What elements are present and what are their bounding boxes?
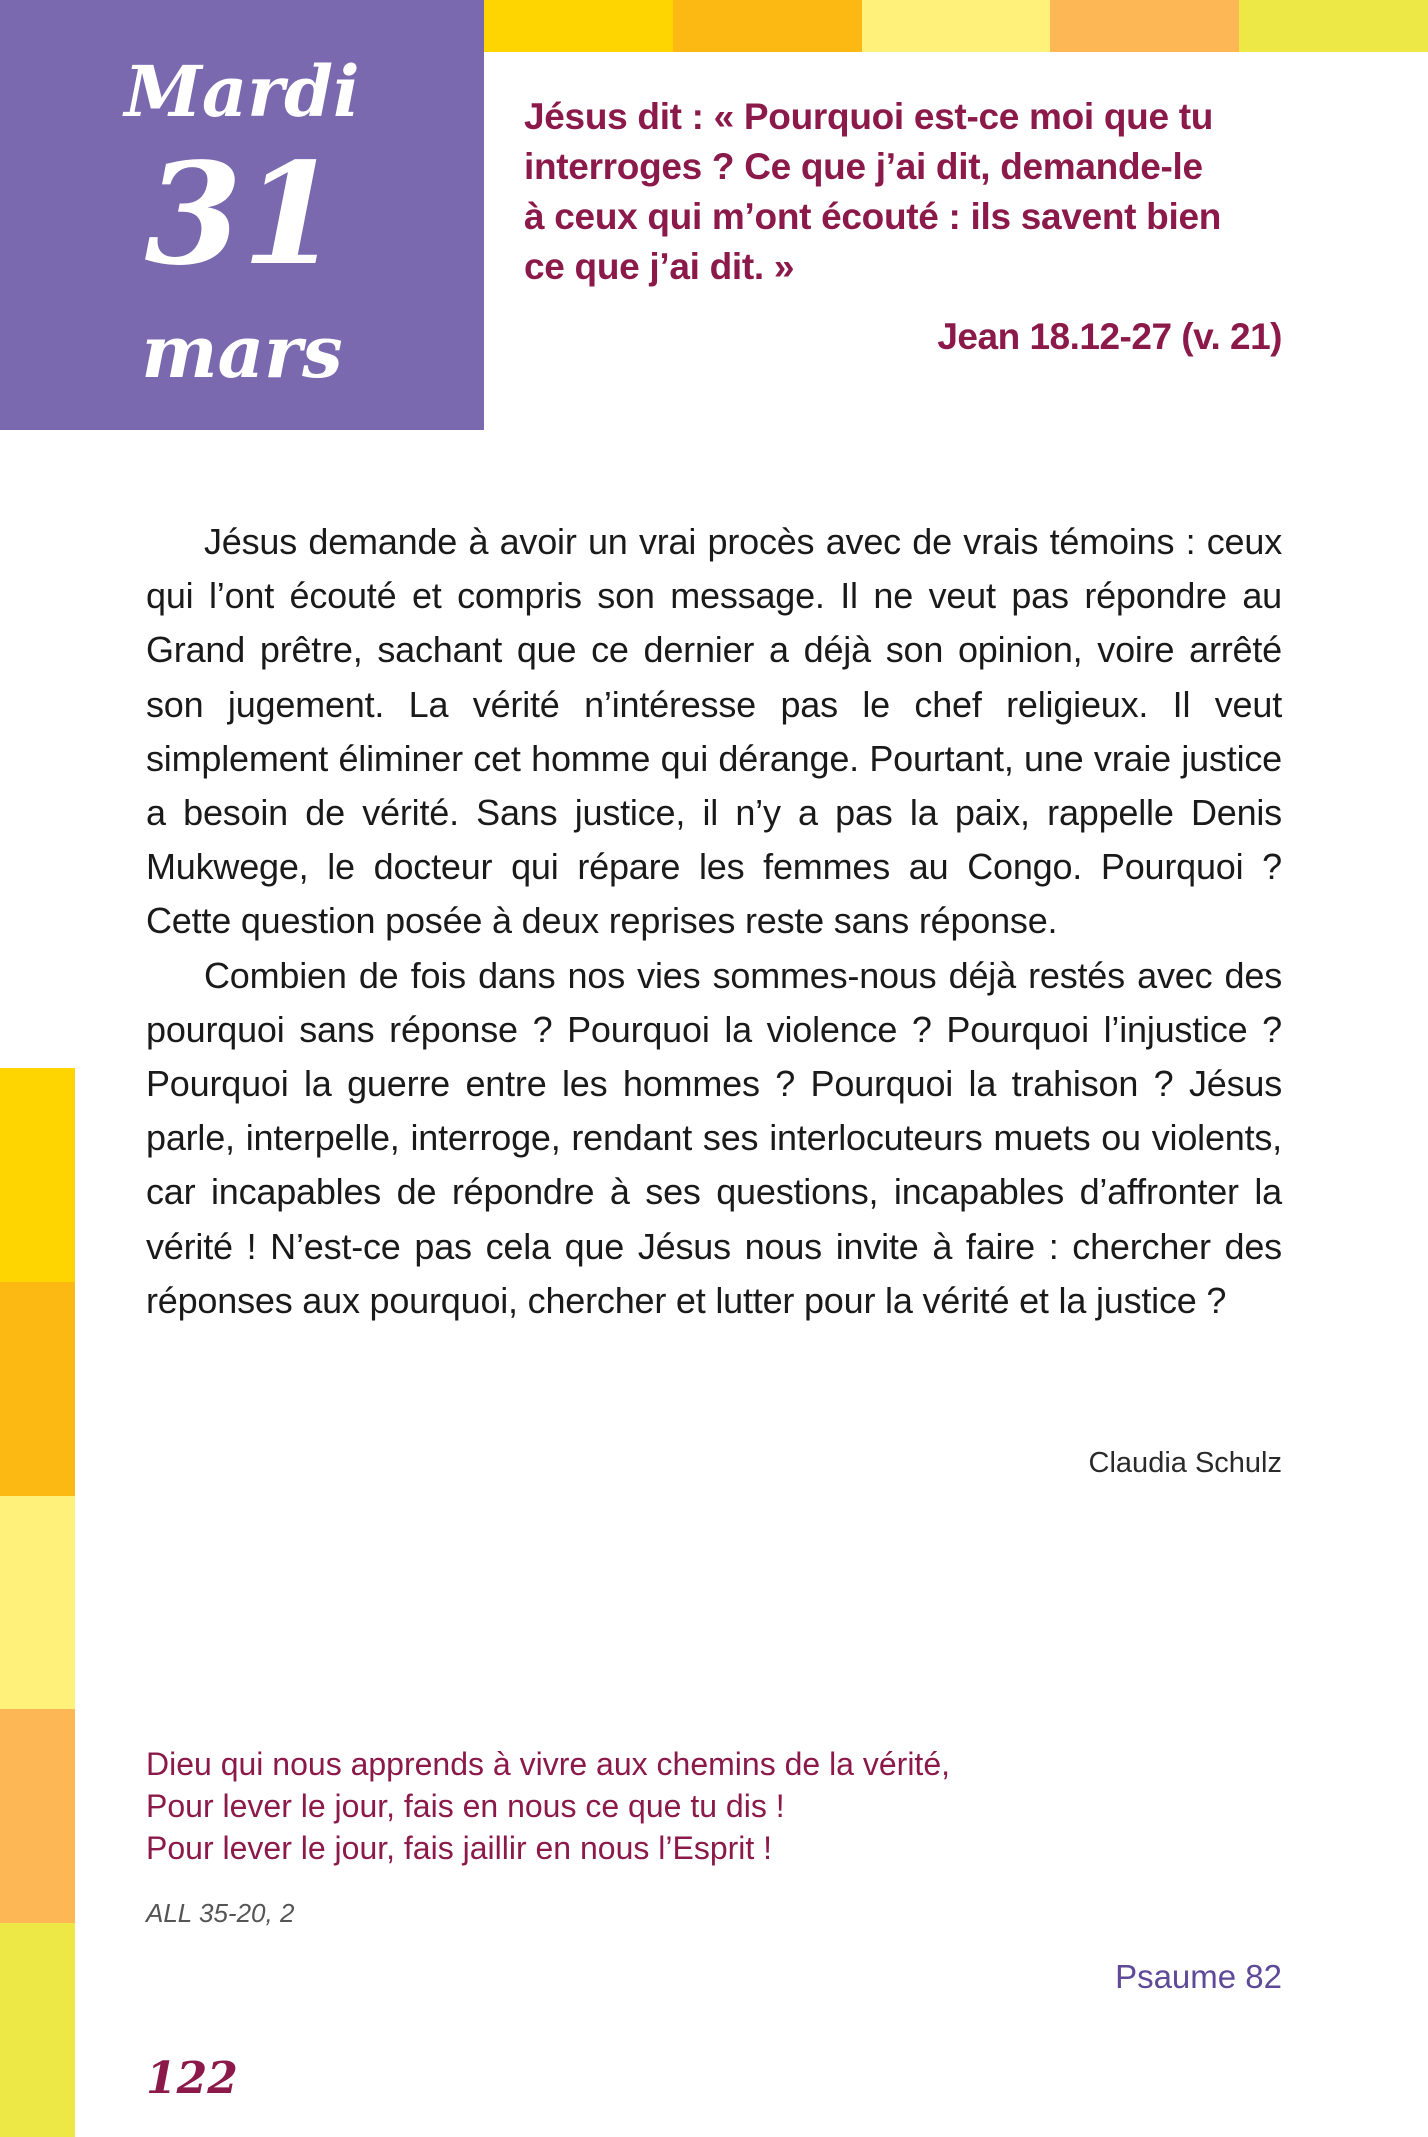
date-day: Mardi (124, 50, 360, 133)
prayer-line: Pour lever le jour, fais en nous ce que tu dis ! (146, 1788, 785, 1824)
author: Claudia Schulz (1088, 1447, 1282, 1479)
verse-reference: Jean 18.12-27 (v. 21) (937, 316, 1282, 357)
page-number: 122 (146, 2053, 238, 2104)
left-strip-segment-3 (0, 1496, 75, 1710)
paragraph: Jésus demande à avoir un vrai procès avec de vrais témoins : ceux qui l’ont écouté et compris son message. Il ne veut pas répondre au Grand prêtre, sachant que ce dernier a déjà son opinion, voire arrêté son jugement. La vérité n’intéresse pas le chef religieux. Il veut simplement éliminer cet homme qui dérange. Pourtant, une vraie justice a besoin de vérité. Sans justice, il n’y a pas la paix, rappelle Denis Mukwege, le docteur qui répare les femmes au Congo. Pourquoi ? Cette question posée à deux reprises reste sans réponse. (146, 521, 1282, 942)
left-strip-segment-2 (0, 1282, 75, 1496)
strip-segment-4 (1050, 0, 1239, 52)
meditation-text (146, 515, 1282, 1328)
prayer-reference: ALL 35-20, 2 (146, 1898, 295, 1928)
verse-line: Jésus dit : « Pourquoi est-ce moi que tu (524, 96, 1214, 137)
strip-segment-5 (1239, 0, 1428, 52)
verse-line: ce que j’ai dit. » (524, 246, 795, 287)
left-strip-segment-4 (0, 1709, 75, 1923)
date-number: 31 (144, 133, 340, 297)
strip-segment-3 (862, 0, 1051, 52)
prayer-line: Pour lever le jour, fais jaillir en nous l’Esprit ! (146, 1830, 773, 1866)
strip-segment-1 (484, 0, 673, 52)
top-color-strip (484, 0, 1428, 52)
paragraph: Combien de fois dans nos vies sommes-nous déjà restés avec des pourquoi sans réponse ? Pourquoi la violence ? Pourquoi l’injustice ? Pourquoi la guerre entre les hommes ? Pourquoi la trahison ? Jésus parle, interpelle, interroge, rendant ses interlocuteurs muets ou violents, car incapables de répondre à ses questions, incapables d’affronter la vérité ! N’est-ce pas cela que Jésus nous invite à faire : chercher des réponses aux pourquoi, chercher et lutter pour la vérité et la justice ? (146, 954, 1282, 1321)
left-strip-segment-1 (0, 1068, 75, 1282)
psalm-reference: Psaume 82 (1115, 1958, 1282, 1995)
prayer-line: Dieu qui nous apprends à vivre aux chemins de la vérité, (146, 1746, 950, 1782)
left-color-strip (0, 1068, 75, 2137)
prayer (146, 1743, 1146, 1869)
left-strip-segment-5 (0, 1923, 75, 2137)
strip-segment-2 (673, 0, 862, 52)
date-month: mars (141, 309, 343, 394)
verse-line: interroges ? Ce que j’ai dit, demande-le (524, 146, 1203, 187)
bible-verse (524, 92, 1304, 292)
verse-line: à ceux qui m’ont écouté : ils savent bien (524, 196, 1222, 237)
date-box (0, 0, 484, 430)
